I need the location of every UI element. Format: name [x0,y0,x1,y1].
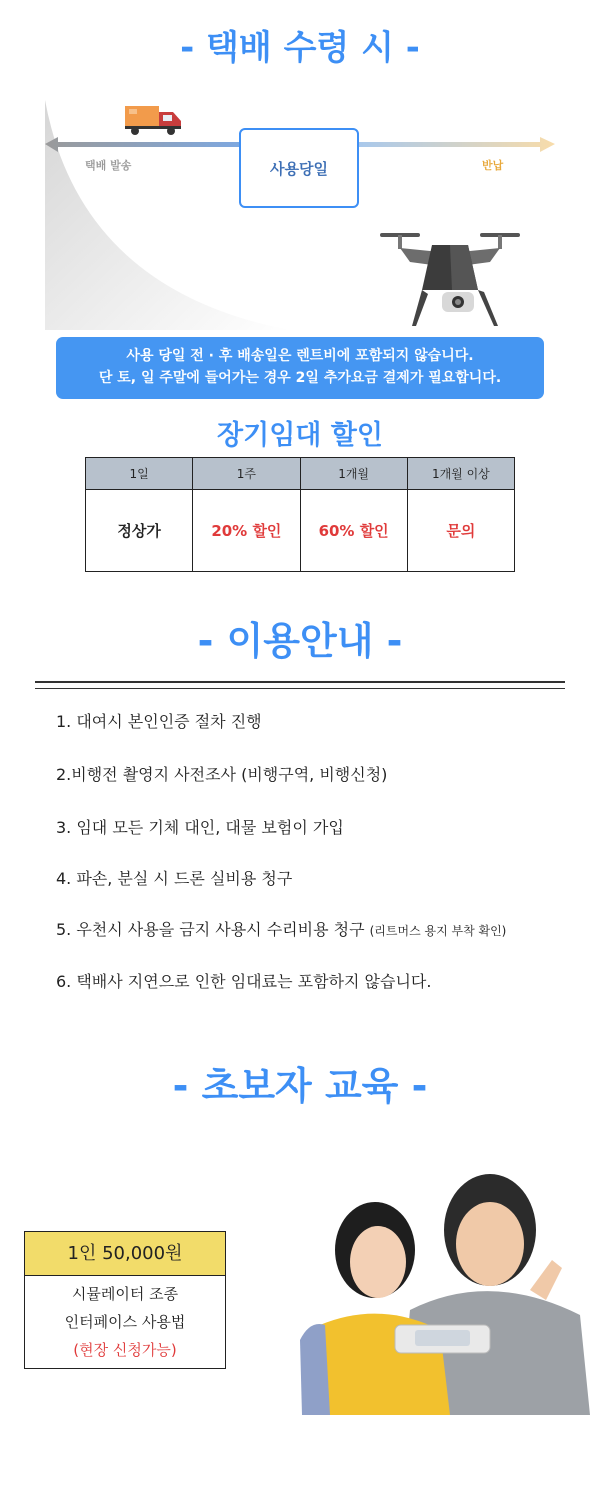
table-header: 1개월 이상 [407,458,514,490]
table-header: 1일 [86,458,193,490]
table-cell: 60% 할인 [300,490,407,572]
guide-item: 4. 파손, 분실 시 드론 실비용 청구 [56,869,293,888]
long-term-price-table [85,457,515,572]
divider [35,681,565,683]
table-header-row [86,458,515,490]
education-item: 인터페이스 사용법 [64,1313,186,1331]
delivery-timeline [0,90,600,340]
delivery-truck-icon [125,106,181,135]
notice-line-1: 사용 당일 전 · 후 배송일은 렌트비에 포함되지 않습니다. [126,348,474,364]
guide-item: 1. 대여시 본인인증 절차 진행 [56,712,262,731]
notice-line-2: 단 토, 일 주말에 들어가는 경우 2일 추가요금 결제가 필요합니다. [98,370,502,386]
divider [35,688,565,689]
table-cell: 20% 할인 [193,490,300,572]
education-price-box [24,1231,226,1369]
education-item: 시뮬레이터 조종 [71,1285,179,1303]
education-price: 1인 50,000원 [25,1232,225,1276]
arrow-right-icon [357,137,555,152]
guide-item: 2.비행전 촬영지 사전조사 (비행구역, 비행신청) [56,765,388,784]
guide-item: 3. 임대 모든 기체 대인, 대물 보험이 가입 [56,818,344,837]
use-day-box: 사용당일 [239,128,359,208]
guide-item-note: (리트머스 용지 부착 확인) [369,924,507,938]
arrow-left-icon [45,137,241,152]
long-term-discount-title: 장기임대 할인 [217,420,383,451]
education-section-title: - 초보자 교육 - [172,1064,428,1108]
guide-item: 6. 택배사 지연으로 인한 임대료는 포함하지 않습니다. [56,972,432,991]
guide-item-text: 5. 우천시 사용을 금지 사용시 수리비용 청구 [56,920,370,939]
delivery-section-title: - 택배 수령 시 - [180,28,420,68]
education-note: (현장 신청가능) [73,1341,177,1359]
delivery-notice [56,337,544,399]
guide-item [56,917,506,940]
people-with-controller-image [290,1140,600,1415]
table-header: 1개월 [300,458,407,490]
drone-image [380,233,520,326]
table-cell: 문의 [407,490,514,572]
table-row [86,490,515,572]
guide-section-title: - 이용안내 - [197,619,403,663]
return-label: 반납 [482,159,504,172]
table-cell: 정상가 [86,490,193,572]
ship-label: 택배 발송 [85,159,132,172]
table-header: 1주 [193,458,300,490]
